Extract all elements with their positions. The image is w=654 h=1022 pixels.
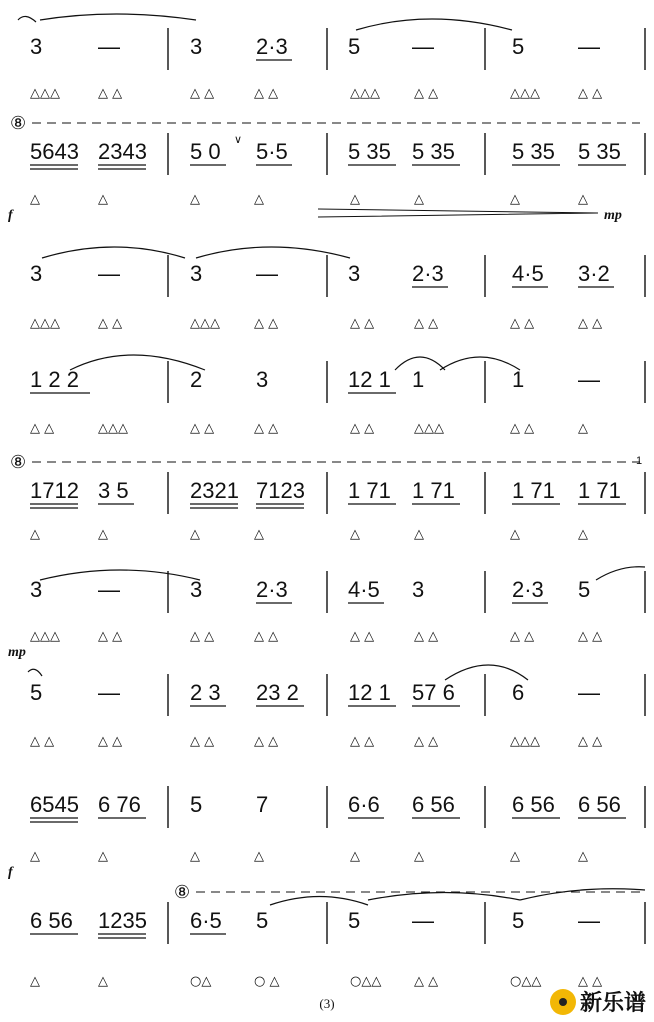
accomp-triangle-icon: △ △ — [578, 86, 603, 101]
accomp-triangle-icon: △ — [190, 849, 200, 864]
jianpu-note: — — [578, 367, 600, 392]
accomp-triangle-icon: △ △ — [414, 316, 439, 331]
slur-curve — [440, 357, 520, 370]
accomp-triangle-icon: △ △ — [190, 86, 215, 101]
accomp-triangle-icon: △ △ — [510, 316, 535, 331]
accomp-triangle-icon: △ — [578, 192, 588, 207]
accomp-triangle-icon: △ △ — [414, 629, 439, 644]
jianpu-note: 2·3 — [512, 577, 544, 602]
accomp-triangle-icon: △ △ — [414, 734, 439, 749]
slur-curve — [368, 893, 520, 901]
jianpu-note: 6 56 — [30, 908, 73, 933]
accomp-triangle-icon: △ — [98, 527, 108, 542]
jianpu-note: 3 — [30, 34, 43, 59]
accomp-triangle-icon: △ — [98, 849, 108, 864]
jianpu-note: — — [98, 34, 120, 59]
jianpu-note: 1235 — [98, 908, 147, 933]
accomp-triangle-icon: △△△ — [190, 316, 220, 331]
jianpu-note: 3 — [190, 34, 203, 59]
jianpu-note: — — [412, 908, 434, 933]
accomp-triangle-icon: ○△△ — [510, 974, 542, 989]
slur-curve — [40, 570, 200, 580]
jianpu-note: 1 71 — [578, 478, 621, 503]
accomp-triangle-icon: △ — [30, 849, 40, 864]
jianpu-note: 5 — [512, 908, 525, 933]
slur-curve — [445, 665, 528, 680]
jianpu-note: 6·5 — [190, 908, 222, 933]
octave-mark-icon: ⑧ — [10, 113, 27, 134]
dynamic-marking: f — [8, 208, 13, 223]
accomp-triangle-icon: △ △ — [190, 734, 215, 749]
jianpu-note: 3 — [348, 261, 361, 286]
accomp-triangle-icon: △ — [190, 527, 200, 542]
accomp-triangle-icon: △ △ — [414, 974, 439, 989]
accomp-triangle-icon: △△△ — [30, 86, 60, 101]
accomp-triangle-icon: △ — [350, 849, 360, 864]
dynamic-marking: mp — [604, 208, 622, 223]
jianpu-note: 5 — [256, 908, 269, 933]
slur-curve — [28, 669, 42, 676]
jianpu-note: 5 35 — [512, 139, 555, 164]
jianpu-note: 3 — [256, 367, 269, 392]
accomp-triangle-icon: △ — [98, 192, 108, 207]
jianpu-note: 5 — [578, 577, 591, 602]
accomp-triangle-icon: △ — [578, 421, 588, 436]
accomp-triangle-icon: △ — [578, 849, 588, 864]
site-logo — [550, 986, 646, 1017]
jianpu-note: 1 71 — [412, 478, 455, 503]
accomp-triangle-icon: △ — [30, 974, 40, 989]
slur-curve — [18, 16, 36, 22]
slur-curve — [40, 14, 196, 20]
jianpu-note: 6 56 — [512, 792, 555, 817]
accomp-triangle-icon: △ — [190, 192, 200, 207]
slur-curve — [596, 567, 645, 580]
accomp-triangle-icon: △ — [510, 527, 520, 542]
jianpu-note: 6 76 — [98, 792, 141, 817]
accomp-triangle-icon: △ △ — [30, 421, 55, 436]
slur-curve — [270, 897, 368, 906]
jianpu-note: 5643 — [30, 139, 79, 164]
page-number: (3) — [319, 996, 335, 1011]
accomp-triangle-icon: △ — [98, 974, 108, 989]
jianpu-note: — — [578, 908, 600, 933]
dynamic-marking: f — [8, 865, 13, 880]
accomp-triangle-icon: △ — [254, 849, 264, 864]
accomp-triangle-icon: △△△ — [414, 421, 444, 436]
jianpu-note: 3 5 — [98, 478, 129, 503]
accomp-triangle-icon: △ △ — [254, 421, 279, 436]
accomp-triangle-icon: △ — [350, 192, 360, 207]
jianpu-note: 4·5 — [348, 577, 380, 602]
jianpu-note: 2 — [190, 367, 203, 392]
accomp-triangle-icon: △△△ — [30, 316, 60, 331]
jianpu-note: 5 — [512, 34, 525, 59]
jianpu-note: 3 — [190, 261, 203, 286]
accomp-triangle-icon: △△△ — [350, 86, 380, 101]
jianpu-note: 12 1 — [348, 680, 391, 705]
accomp-triangle-icon: ○△△ — [350, 974, 382, 989]
accomp-triangle-icon: △ — [578, 527, 588, 542]
jianpu-note: 6·6 — [348, 792, 380, 817]
accomp-triangle-icon: △ △ — [350, 316, 375, 331]
jianpu-note: 1 2 2 — [30, 367, 79, 392]
logo-text: 新乐谱 — [579, 991, 646, 1016]
accomp-triangle-icon: △ △ — [350, 734, 375, 749]
jianpu-note: 5·5 — [256, 139, 288, 164]
accomp-triangle-icon: ○ △ — [254, 974, 280, 989]
jianpu-note: 2321 — [190, 478, 239, 503]
jianpu-note: 2·3 — [256, 577, 288, 602]
slur-curve — [356, 19, 512, 30]
jianpu-note: 3 — [30, 577, 43, 602]
accomp-triangle-icon: △ △ — [190, 421, 215, 436]
jianpu-note: 2·3 — [412, 261, 444, 286]
jianpu-note: 6 — [512, 680, 525, 705]
accomp-triangle-icon: △△△ — [30, 629, 60, 644]
jianpu-note: — — [98, 680, 120, 705]
accomp-triangle-icon: △ △ — [350, 629, 375, 644]
accomp-triangle-icon: △ △ — [578, 316, 603, 331]
accomp-triangle-icon: △ — [510, 192, 520, 207]
accomp-triangle-icon: △ △ — [254, 734, 279, 749]
octave-mark-icon: ⑧ — [174, 882, 191, 903]
jianpu-note: 5 35 — [412, 139, 455, 164]
jianpu-note: — — [256, 261, 278, 286]
jianpu-note: 57 6 — [412, 680, 455, 705]
accomp-triangle-icon: △ △ — [578, 629, 603, 644]
jianpu-note: 5 0 — [190, 139, 221, 164]
jianpu-note: 5 — [348, 34, 361, 59]
accomp-triangle-icon: △ — [254, 527, 264, 542]
accomp-triangle-icon: △ — [414, 527, 424, 542]
jianpu-note: 23 2 — [256, 680, 299, 705]
jianpu-note: 2343 — [98, 139, 147, 164]
accomp-triangle-icon: △ — [414, 849, 424, 864]
jianpu-note: 7123 — [256, 478, 305, 503]
dynamic-marking: mp — [8, 645, 26, 660]
slur-curve — [70, 355, 205, 370]
jianpu-note: 1 71 — [348, 478, 391, 503]
jianpu-note: 1 — [412, 367, 425, 392]
accomp-triangle-icon: △ — [414, 192, 424, 207]
jianpu-note: 3 — [412, 577, 425, 602]
jianpu-note: 2 3 — [190, 680, 221, 705]
jianpu-note: 1712 — [30, 478, 79, 503]
accomp-triangle-icon: △ △ — [510, 421, 535, 436]
jianpu-note: 5 — [348, 908, 361, 933]
accomp-triangle-icon: △△△ — [510, 734, 540, 749]
jianpu-note: — — [578, 34, 600, 59]
octave-mark-icon: ⑧ — [10, 452, 27, 473]
accomp-triangle-icon: △ △ — [190, 629, 215, 644]
accomp-triangle-icon: △ △ — [350, 421, 375, 436]
accomp-triangle-icon: △ △ — [254, 86, 279, 101]
jianpu-note: 3·2 — [578, 261, 610, 286]
accomp-triangle-icon: △ — [30, 527, 40, 542]
jianpu-note: — — [578, 680, 600, 705]
slur-curve — [520, 889, 645, 900]
accomp-triangle-icon: △ △ — [254, 629, 279, 644]
jianpu-note: 5 35 — [348, 139, 391, 164]
jianpu-note: 6 56 — [412, 792, 455, 817]
accomp-triangle-icon: △ — [510, 849, 520, 864]
accomp-triangle-icon: △ △ — [98, 629, 123, 644]
accomp-triangle-icon: △ △ — [98, 316, 123, 331]
accomp-triangle-icon: △ △ — [98, 86, 123, 101]
jianpu-note: 3 — [190, 577, 203, 602]
vinyl-record-icon — [550, 989, 576, 1015]
accomp-triangle-icon: △ △ — [30, 734, 55, 749]
accomp-triangle-icon: △△△ — [510, 86, 540, 101]
accomp-triangle-icon: △ △ — [578, 974, 603, 989]
jianpu-note: — — [98, 577, 120, 602]
slur-curve — [42, 247, 185, 258]
jianpu-note: — — [98, 261, 120, 286]
jianpu-note: 1 — [512, 367, 525, 392]
jianpu-note: 5 35 — [578, 139, 621, 164]
accomp-triangle-icon: △△△ — [98, 421, 128, 436]
jianpu-note: 5 — [190, 792, 203, 817]
accomp-triangle-icon: △ △ — [98, 734, 123, 749]
jianpu-note: 4·5 — [512, 261, 544, 286]
jianpu-note: 2·3 — [256, 34, 288, 59]
jianpu-note: 7 — [256, 792, 269, 817]
octave-end-marker: 1 — [636, 455, 643, 467]
accomp-triangle-icon: △ — [254, 192, 264, 207]
jianpu-note: 1 71 — [512, 478, 555, 503]
accomp-triangle-icon: △ △ — [254, 316, 279, 331]
jianpu-note: 6 56 — [578, 792, 621, 817]
jianpu-note: 12 1 — [348, 367, 391, 392]
jianpu-note: — — [412, 34, 434, 59]
accomp-triangle-icon: △ — [30, 192, 40, 207]
accomp-triangle-icon: △ — [350, 527, 360, 542]
breath-mark-icon: ∨ — [234, 134, 243, 146]
jianpu-note: 5 — [30, 680, 43, 705]
jianpu-note: 3 — [30, 261, 43, 286]
accomp-triangle-icon: △ △ — [578, 734, 603, 749]
accomp-triangle-icon: ○△ — [190, 974, 212, 989]
decrescendo-hairpin — [318, 209, 598, 217]
accomp-triangle-icon: △ △ — [414, 86, 439, 101]
jianpu-note: 6545 — [30, 792, 79, 817]
accomp-triangle-icon: △ △ — [510, 629, 535, 644]
